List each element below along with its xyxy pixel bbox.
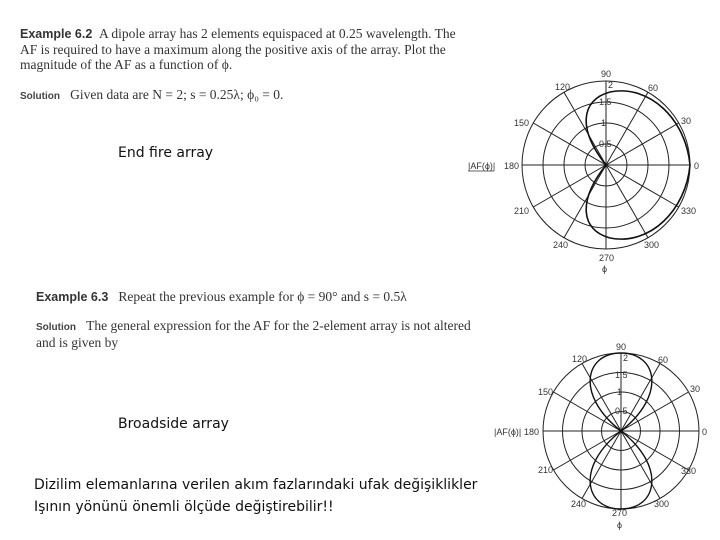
broadside-polar-plot [490, 340, 720, 540]
angle-label-330: 330 [681, 466, 697, 476]
angle-label-60: 60 [648, 83, 659, 93]
example-6-3-solution [36, 318, 581, 350]
af-axis-label: |AF(ϕ)| [468, 161, 496, 171]
radial-label: 0.5 [599, 139, 612, 149]
angle-label-210: 210 [514, 206, 530, 216]
angle-label-90: 90 [601, 69, 612, 79]
angle-label-300: 300 [644, 240, 660, 250]
radial-label: 1 [601, 118, 607, 128]
solution-text: Given data are N = 2; s = 0.25λ; ϕ₀ = 0. [70, 87, 284, 102]
radial-label: 1.5 [615, 370, 628, 380]
angle-label-30: 30 [690, 384, 701, 394]
angle-label-90: 90 [616, 342, 627, 352]
angle-label-30: 30 [681, 116, 692, 126]
angle-label-330: 330 [681, 206, 697, 216]
angle-label-60: 60 [658, 355, 669, 365]
angle-label-300: 300 [654, 499, 670, 509]
angle-label-270: 270 [599, 253, 615, 263]
phi-label: ϕ [602, 264, 608, 274]
angle-label-210: 210 [538, 465, 554, 475]
angle-label-150: 150 [538, 387, 554, 397]
angle-label-240: 240 [571, 499, 587, 509]
angle-label-120: 120 [555, 82, 571, 92]
note-line: Işının yönünü önemli ölçüde değiştirebilir!! [34, 499, 334, 515]
example-label: Example 6.3 [36, 290, 109, 304]
broadside-caption: Broadside array [118, 416, 229, 432]
example-label: Example 6.2 [20, 27, 93, 41]
note-line: Dizilim elemanlarına verilen akım fazlarındaki ufak değişiklikler [34, 477, 478, 493]
angle-label-240: 240 [553, 240, 569, 250]
beam-steering-note [34, 474, 477, 518]
solution-label: Solution [20, 91, 60, 102]
angle-label-150: 150 [514, 118, 530, 128]
angle-label-270: 270 [612, 508, 628, 518]
angle-label-120: 120 [572, 354, 588, 364]
example-6-2-solution [20, 87, 420, 103]
solution-text: The general expression for the AF for the 2-element array is not altered [86, 318, 471, 333]
radial-label: 0.5 [615, 406, 628, 416]
radial-label: 1 [617, 387, 623, 397]
endfire-polar-plot [460, 60, 720, 280]
endfire-caption: End fire array [118, 145, 214, 161]
solution-text-cut: and is given by [36, 335, 119, 350]
example-text-line: A dipole array has 2 elements equispaced at 0.25 wavelength. The [99, 26, 456, 41]
radial-label: 1.5 [599, 97, 612, 107]
example-6-3-text [36, 289, 536, 305]
angle-label-180: 180 [504, 161, 520, 171]
angle-label-0: 0 [702, 427, 708, 437]
solution-label: Solution [36, 322, 76, 333]
angle-label-180: 180 [524, 427, 540, 437]
example-text-line: AF is required to have a maximum along the positive axis of the array. Plot the [20, 42, 446, 57]
af-axis-label: |AF(ϕ)| [494, 427, 522, 437]
example-text-line: magnitude of the AF as a function of ϕ. [20, 57, 233, 72]
angle-label-0: 0 [694, 161, 700, 171]
example-6-2-text [20, 26, 530, 72]
radial-label: 2 [623, 353, 629, 363]
phi-label: ϕ [617, 520, 623, 530]
radial-label: 2 [608, 80, 614, 90]
example-text: Repeat the previous example for ϕ = 90° and s = 0.5λ [118, 289, 407, 304]
